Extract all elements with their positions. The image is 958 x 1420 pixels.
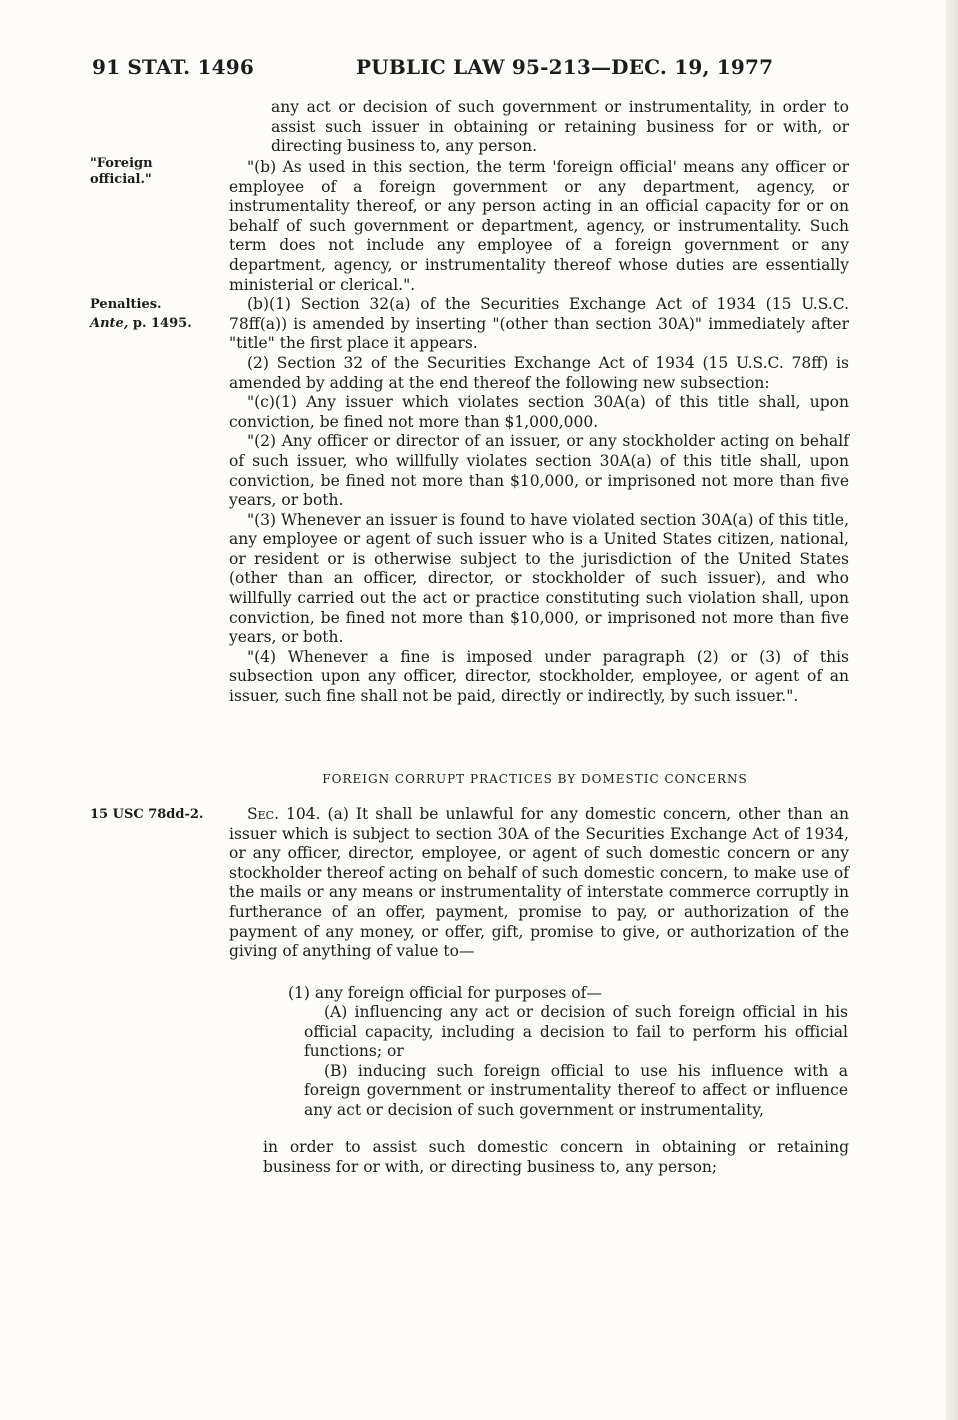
page-edge-shadow bbox=[946, 0, 958, 1420]
paragraph-continuation: any act or decision of such government or instrumentality, in order to assist such issuer in obtaining or retaining business for or with, or directing business to, any person. bbox=[271, 98, 849, 156]
margin-note-penalties: Penalties. bbox=[90, 297, 162, 312]
statute-page-number: 91 STAT. 1496 bbox=[92, 55, 254, 79]
public-law-header: PUBLIC LAW 95-213—DEC. 19, 1977 bbox=[356, 55, 774, 79]
margin-note-ante-label: Ante, bbox=[90, 316, 129, 331]
paragraph-clause-a: (A) influencing any act or decision of such foreign official in his official capacity, including a decision to fail to perform his official functions; or bbox=[304, 1003, 848, 1061]
paragraph-section-32a-amendment: (b)(1) Section 32(a) of the Securities Exchange Act of 1934 (15 U.S.C. 78ff(a)) is amended by inserting "(other than section 30A)" immediately after "title" the first place it appears. bbox=[229, 295, 849, 353]
section-label: Sec. bbox=[247, 805, 279, 823]
paragraph-foreign-official-purposes: (1) any foreign official for purposes of— bbox=[288, 984, 602, 1002]
paragraph-section-32-amendment: (2) Section 32 of the Securities Exchange Act of 1934 (15 U.S.C. 78ff) is amended by adding at the end thereof the following new subsection: bbox=[229, 353, 849, 392]
body-block-definitions bbox=[229, 158, 849, 707]
paragraph-employee-penalty: "(3) Whenever an issuer is found to have violated section 30A(a) of this title, any employee or agent of such issuer who is a United States citizen, national, or resident or is otherwise subject to the jurisdiction of the United States (other than an officer, director, or stockholder of such issuer), and who willfully carried out the act or practice constituting such violation shall, upon conviction, be fined not more than $10,000, or imprisoned not more than five years, or both. bbox=[229, 510, 849, 647]
margin-note-ante-page: p. 1495. bbox=[128, 316, 192, 331]
section-heading: FOREIGN CORRUPT PRACTICES BY DOMESTIC CONCERNS bbox=[322, 772, 748, 786]
paragraph-officer-penalty: "(2) Any officer or director of an issuer, or any stockholder acting on behalf of such issuer, who willfully violates section 30A(a) of this title shall, upon conviction, be fined not more than $10,000, or imprisoned not more than five years, or both. bbox=[229, 432, 849, 510]
paragraph-foreign-official-definition: "(b) As used in this section, the term 'foreign official' means any officer or employee of a foreign government or any department, agency, or instrumentality thereof, or any person acting in an official capacity for or on behalf of such government or department, agency, or instrumentality. Such term does not include any employee of a foreign government or any department, agency, or instrumentality thereof whose duties are essentially ministerial or clerical.". bbox=[229, 158, 849, 294]
section-104-text: 104. (a) It shall be unlawful for any domestic concern, other than an issuer which is subject to section 30A of the Securities Exchange Act of 1934, or any officer, director, employee, or agent of such domestic concern or any stockholder thereof acting on behalf of such domestic concern, to make use of the mails or any means or instrumentality of interstate commerce corruptly in furtherance of an offer, payment, promise to pay, or authorization of the payment of any money, or offer, gift, promise to give, or authorization of the giving of anything of value to— bbox=[229, 805, 849, 961]
margin-note-ante bbox=[90, 316, 192, 332]
paragraph-clause-b: (B) inducing such foreign official to use his influence with a foreign government or instrumentality thereof to affect or influence any act or decision of such government or instrumentality, bbox=[304, 1061, 848, 1119]
margin-note-usc: 15 USC 78dd-2. bbox=[90, 807, 204, 822]
paragraph-issuer-fine: "(c)(1) Any issuer which violates section 30A(a) of this title shall, upon conviction, be fined not more than $1,000,000. bbox=[229, 393, 849, 431]
paragraph-section-104 bbox=[229, 805, 849, 962]
paragraph-closing: in order to assist such domestic concern in obtaining or retaining business for or with, or directing business to, any person; bbox=[263, 1138, 849, 1176]
body-block-subclauses bbox=[304, 1003, 848, 1121]
paragraph-fine-not-paid: "(4) Whenever a fine is imposed under paragraph (2) or (3) of this subsection upon any officer, director, stockholder, employee, or agent of an issuer, such fine shall not be paid, directly or indirectly, by such issuer.". bbox=[229, 647, 849, 706]
margin-note-foreign-official: "Foreign official." bbox=[90, 156, 153, 187]
